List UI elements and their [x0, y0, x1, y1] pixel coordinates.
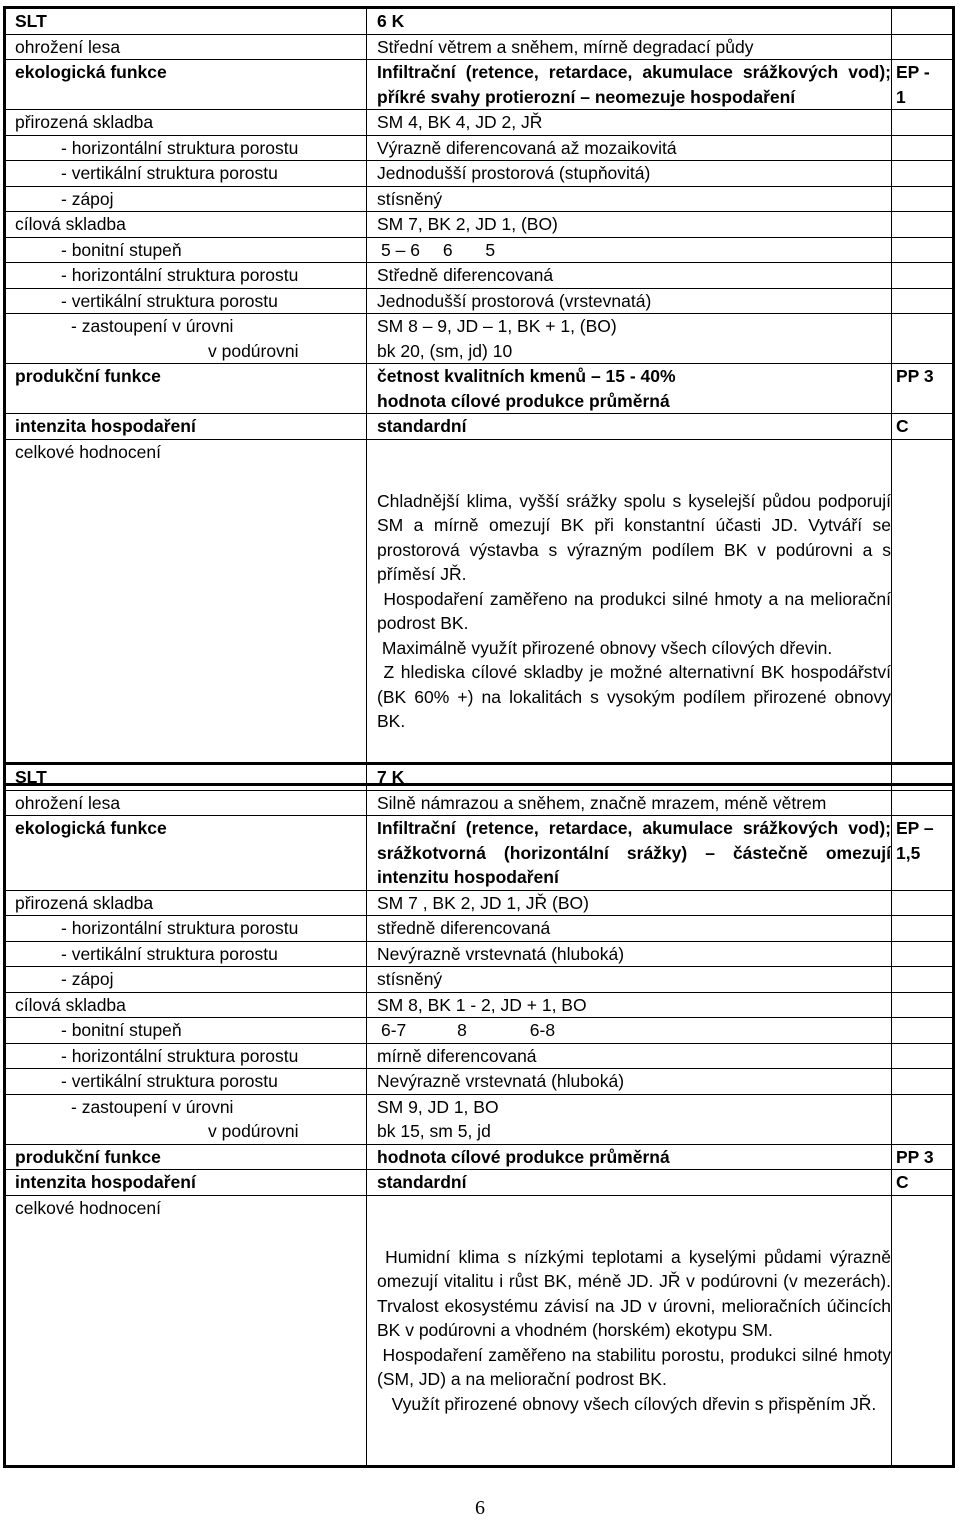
- bonitni-stupen-row: [6, 238, 952, 264]
- zastoupeni-row: [6, 1095, 952, 1145]
- celkove-hodnoceni-text: [366, 1196, 896, 1466]
- slt-row: [6, 765, 952, 791]
- podurovni-label: v podúrovni: [208, 1121, 299, 1141]
- podurovni-label: v podúrovni: [208, 340, 299, 361]
- celkove-hodnoceni-label: celkové hodnocení: [15, 1197, 161, 1218]
- celkove-hodnoceni-text: [366, 440, 896, 783]
- prirozena-skladba-label: přirozená skladba: [15, 892, 154, 913]
- vertikalni-struktura-cil-label: - vertikální struktura porostu: [61, 1071, 278, 1091]
- intenzita-label: intenzita hospodaření: [15, 416, 196, 436]
- bonitni-stupen-values: [366, 1018, 892, 1043]
- celkove-paragraph: Z hlediska cílové skladby je možné alternativní BK hospodářství (BK 60% +) na lokalitách s vysokým podílem přirozené obnovy BK.: [377, 662, 896, 731]
- vertikalni-struktura-row: [6, 161, 952, 187]
- produkcni-funkce-label: produkční funkce: [15, 1146, 161, 1167]
- produkcni-funkce-value: četnost kvalitních kmenů – 15 - 40%: [377, 366, 676, 386]
- ekologicka-funkce-row: [6, 60, 952, 110]
- cilova-skladba-row: [6, 993, 952, 1019]
- horizontalni-struktura-cil-label: - horizontální struktura porostu: [61, 265, 299, 285]
- bonitni-value: 6-7: [381, 1020, 407, 1040]
- vertikalni-struktura-cil-row: [6, 289, 952, 315]
- zastoupeni-label: - zastoupení v úrovni: [71, 316, 234, 336]
- vertikalni-struktura-row: [6, 942, 952, 968]
- vertikalni-struktura-label: - vertikální struktura porostu: [61, 943, 278, 964]
- zapoj-value: stísněný: [366, 967, 892, 992]
- prirozena-skladba-row: [6, 891, 952, 917]
- horizontalni-struktura-row: [6, 136, 952, 162]
- horizontalni-struktura-cil-value: Středně diferencovaná: [366, 263, 892, 288]
- vertikalni-struktura-value: Jednodušší prostorová (stupňovitá): [366, 161, 892, 186]
- prirozena-skladba-value: SM 7 , BK 2, JD 1, JŘ (BO): [366, 891, 892, 916]
- horizontalni-struktura-cil-row: [6, 1044, 952, 1070]
- celkove-paragraph: Humidní klima s nízkými teplotami a kyselými půdami výrazně omezují vitalitu i růst BK, méně JD. JŘ v podúrovni (v mezerách). Trvalost ekosystému závisí na JD v úrovni, melioračních účincích BK v podúrovni a vhodném (horském) ekotypu SM.: [377, 1246, 896, 1340]
- produkcni-funkce-row: [6, 364, 952, 414]
- produkcni-funkce-row: [6, 1145, 952, 1171]
- vertikalni-struktura-cil-row: [6, 1069, 952, 1095]
- bonitni-stupen-row: [6, 1018, 952, 1044]
- celkove-hodnoceni-label: celkové hodnocení: [15, 441, 161, 462]
- intenzita-row: [6, 1170, 952, 1196]
- ohrozeni-row: [6, 35, 952, 61]
- ekologicka-funkce-value: Infiltrační (retence, retardace, akumulace srážkových vod); srážkotvorná (horizontální srážky) – částečně omezují intenzitu hospodaření: [366, 816, 892, 890]
- intenzita-value: standardní: [366, 414, 892, 439]
- horizontalni-struktura-cil-row: [6, 263, 952, 289]
- prirozena-skladba-value: SM 4, BK 4, JD 2, JŘ: [366, 110, 892, 135]
- zapoj-label: - zápoj: [61, 188, 114, 209]
- horizontalni-struktura-value: středně diferencovaná: [366, 916, 892, 941]
- horizontalni-struktura-label: - horizontální struktura porostu: [61, 918, 299, 938]
- bonitni-stupen-label: - bonitní stupeň: [61, 239, 182, 260]
- zastoupeni-value: SM 8 – 9, JD – 1, BK + 1, (BO): [377, 316, 617, 336]
- podurovni-value: bk 20, (sm, jd) 10: [377, 340, 513, 361]
- produkcni-funkce-value-2: hodnota cílové produkce průměrná: [377, 390, 670, 411]
- pp-code: PP 3: [896, 366, 934, 386]
- intenzita-row: [6, 414, 952, 440]
- slt-value: 6 K: [366, 9, 892, 34]
- vertikalni-struktura-cil-value: Jednodušší prostorová (vrstevnatá): [366, 289, 892, 314]
- produkcni-funkce-label: produkční funkce: [15, 366, 161, 386]
- vertikalni-struktura-label: - vertikální struktura porostu: [61, 163, 278, 183]
- intenzita-code: C: [896, 416, 909, 436]
- horizontalni-struktura-cil-value: mírně diferencovaná: [366, 1044, 892, 1069]
- bonitni-value: 6-8: [529, 1020, 556, 1040]
- ohrozeni-value: Silně námrazou a sněhem, značně mrazem, méně větrem: [366, 791, 892, 816]
- slt-7k-table: [3, 762, 955, 1468]
- horizontalni-struktura-row: [6, 916, 952, 942]
- celkove-paragraph: Hospodaření zaměřeno na produkci silné hmoty a na meliorační podrost BK.: [377, 588, 896, 633]
- celkove-paragraph: Hospodaření zaměřeno na stabilitu porostu, produkci silné hmoty (SM, JD) a na meliorační podrost BK.: [377, 1344, 896, 1389]
- slt-6k-table: [3, 6, 955, 786]
- bonitni-value: 5: [485, 239, 496, 260]
- ep-code: EP - 1: [896, 62, 930, 107]
- ohrozeni-label: ohrožení lesa: [15, 792, 121, 813]
- zapoj-row: [6, 187, 952, 213]
- intenzita-value: standardní: [366, 1170, 892, 1195]
- slt-label: SLT: [15, 11, 47, 31]
- horizontalni-struktura-value: Výrazně diferencovaná až mozaikovitá: [366, 136, 892, 161]
- bonitni-stupen-values: [366, 238, 892, 263]
- bonitni-stupen-label: - bonitní stupeň: [61, 1020, 182, 1040]
- zastoupeni-row: [6, 314, 952, 364]
- ekologicka-funkce-value: Infiltrační (retence, retardace, akumulace srážkových vod); příkré svahy protierozní – neomezuje hospodaření: [366, 60, 892, 109]
- cilova-skladba-label: cílová skladba: [15, 214, 126, 234]
- pp-code: PP 3: [896, 1146, 934, 1167]
- zastoupeni-label: - zastoupení v úrovni: [71, 1096, 234, 1117]
- cilova-skladba-value: SM 8, BK 1 - 2, JD + 1, BO: [366, 993, 892, 1018]
- vertikalni-struktura-cil-value: Nevýrazně vrstevnatá (hluboká): [366, 1069, 892, 1094]
- zapoj-value: stísněný: [366, 187, 892, 212]
- horizontalni-struktura-label: - horizontální struktura porostu: [61, 137, 299, 158]
- horizontalni-struktura-cil-label: - horizontální struktura porostu: [61, 1045, 299, 1066]
- vertikalni-struktura-cil-label: - vertikální struktura porostu: [61, 290, 278, 311]
- bonitni-value: 5 – 6: [381, 239, 420, 260]
- intenzita-label: intenzita hospodaření: [15, 1172, 196, 1192]
- bonitni-value: 6: [442, 239, 453, 260]
- zastoupeni-value: SM 9, JD 1, BO: [377, 1096, 499, 1117]
- celkove-paragraph: Využít přirozené obnovy všech cílových dřevin s přispěním JŘ.: [377, 1393, 877, 1414]
- ekologicka-funkce-label: ekologická funkce: [15, 62, 167, 82]
- intenzita-code: C: [896, 1172, 909, 1192]
- celkove-hodnoceni-row: [6, 1196, 952, 1466]
- page-number: 6: [475, 1497, 485, 1519]
- ohrozeni-row: [6, 791, 952, 817]
- zapoj-label: - zápoj: [61, 969, 114, 989]
- celkove-paragraph: Chladnější klima, vyšší srážky spolu s kyselejší půdou podporují SM a mírně omezují BK při konstantní účasti JD. Vytváří se prostorová výstavba s výrazným podílem BK v podúrovni a s příměsí JŘ.: [377, 490, 896, 584]
- ohrozeni-label: ohrožení lesa: [15, 36, 121, 57]
- ekologicka-funkce-row: [6, 816, 952, 891]
- prirozena-skladba-row: [6, 110, 952, 136]
- cilova-skladba-label: cílová skladba: [15, 994, 126, 1015]
- bonitni-value: 8: [457, 1020, 467, 1040]
- zapoj-row: [6, 967, 952, 993]
- podurovni-value: bk 15, sm 5, jd: [377, 1121, 491, 1141]
- ekologicka-funkce-label: ekologická funkce: [15, 818, 167, 838]
- prirozena-skladba-label: přirozená skladba: [15, 112, 154, 132]
- celkove-paragraph: Maximálně využít přirozené obnovy všech cílových dřevin.: [377, 637, 833, 658]
- ohrozeni-value: Střední větrem a sněhem, mírně degradací půdy: [366, 35, 892, 60]
- slt-value: 7 K: [366, 765, 892, 790]
- cilova-skladba-value: SM 7, BK 2, JD 1, (BO): [366, 212, 892, 237]
- slt-row: [6, 9, 952, 35]
- vertikalni-struktura-value: Nevýrazně vrstevnatá (hluboká): [366, 942, 892, 967]
- celkove-hodnoceni-row: [6, 440, 952, 783]
- slt-label: SLT: [15, 767, 47, 787]
- cilova-skladba-row: [6, 212, 952, 238]
- produkcni-funkce-value: hodnota cílové produkce průměrná: [366, 1145, 892, 1170]
- ep-code: EP – 1,5: [896, 818, 934, 863]
